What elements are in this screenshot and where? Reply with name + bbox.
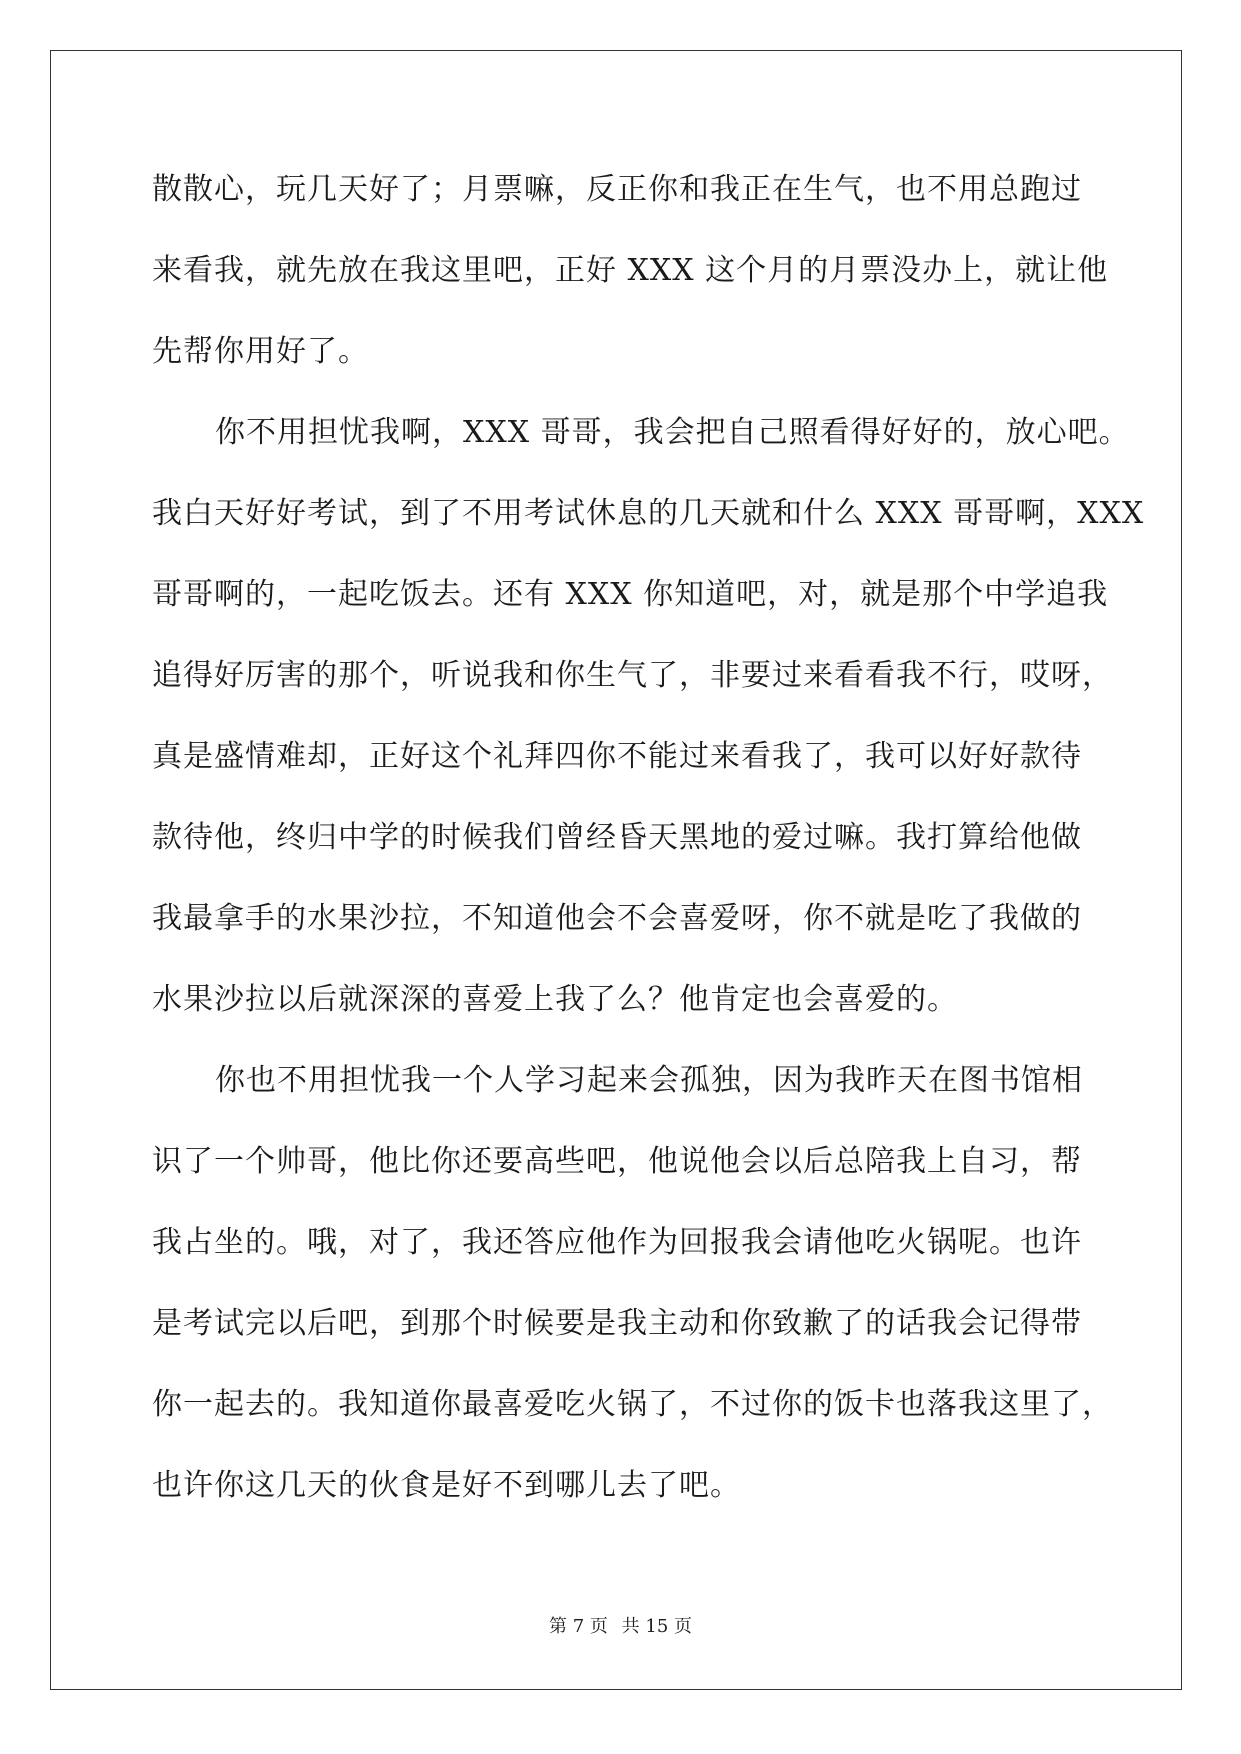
text-line: 你也不用担忧我一个人学习起来会孤独，因为我昨天在图书馆相 bbox=[215, 1063, 1083, 1098]
text-line: 散散心，玩几天好了；月票嘛，反正你和我正在生气，也不用总跑过 bbox=[152, 172, 1082, 207]
text-line: 你一起去的。我知道你最喜爱吃火锅了，不过你的饭卡也落我这里了， bbox=[152, 1387, 1113, 1422]
page-number: 第 7 页 bbox=[549, 1616, 608, 1637]
text-line: 识了一个帅哥，他比你还要高些吧，他说他会以后总陪我上自习，帮 bbox=[152, 1144, 1082, 1179]
text-line: 来看我，就先放在我这里吧，正好 XXX 这个月的月票没办上，就让他 bbox=[152, 253, 1109, 288]
text-line: 我占坐的。哦，对了，我还答应他作为回报我会请他吃火锅呢。也许 bbox=[152, 1225, 1082, 1260]
text-line: 我最拿手的水果沙拉，不知道他会不会喜爱呀，你不就是吃了我做的 bbox=[152, 901, 1082, 936]
text-line: 哥哥啊的，一起吃饭去。还有 XXX 你知道吧，对，就是那个中学追我 bbox=[152, 577, 1109, 612]
text-line: 款待他，终归中学的时候我们曾经昏天黑地的爱过嘛。我打算给他做 bbox=[152, 820, 1082, 855]
document-body bbox=[152, 160, 1145, 1537]
page-total: 共 15 页 bbox=[621, 1616, 692, 1637]
text-line: 是考试完以后吧，到那个时候要是我主动和你致歉了的话我会记得带 bbox=[152, 1306, 1082, 1341]
text-line: 追得好厉害的那个，听说我和你生气了，非要过来看看我不行，哎呀， bbox=[152, 658, 1113, 693]
text-line: 我白天好好考试，到了不用考试休息的几天就和什么 XXX 哥哥啊，XXX bbox=[152, 496, 1145, 531]
text-line: 水果沙拉以后就深深的喜爱上我了么？他肯定也会喜爱的。 bbox=[152, 982, 958, 1017]
text-line: 先帮你用好了。 bbox=[152, 334, 369, 369]
text-line: 你不用担忧我啊，XXX 哥哥，我会把自己照看得好好的，放心吧。 bbox=[215, 415, 1130, 450]
text-line: 也许你这几天的伙食是好不到哪儿去了吧。 bbox=[152, 1468, 741, 1503]
text-line: 真是盛情难却，正好这个礼拜四你不能过来看我了，我可以好好款待 bbox=[152, 739, 1082, 774]
page-footer bbox=[0, 1615, 1241, 1639]
